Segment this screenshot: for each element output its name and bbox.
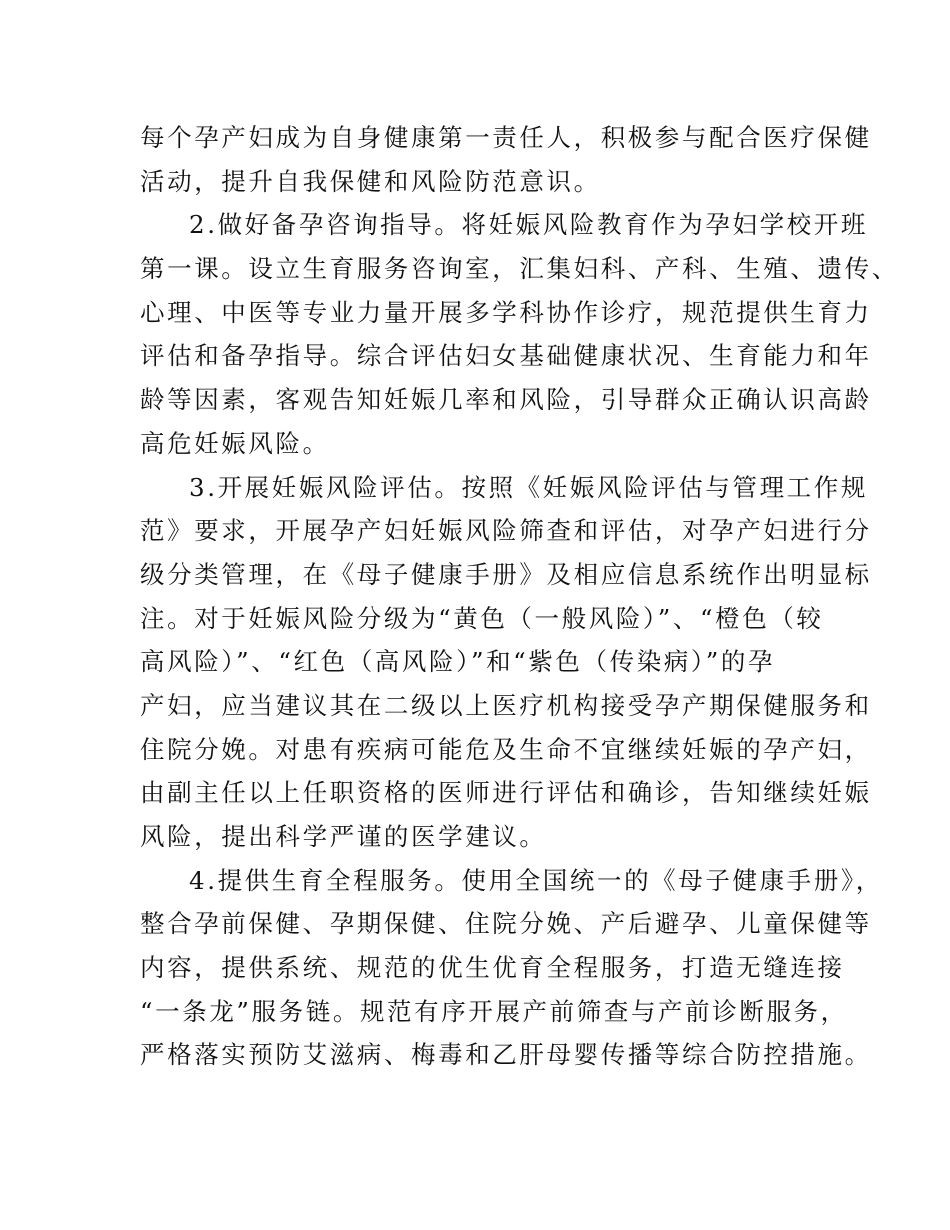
text-line: 级分类管理，在《母子健康手册》及相应信息系统作出明显标	[140, 559, 872, 589]
text-line: 高危妊娠风险。	[140, 428, 330, 458]
text-line: 活动，提升自我保健和风险防范意识。	[140, 166, 601, 196]
text-line: 严格落实预防艾滋病、梅毒和乙肝母婴传播等综合防控措施。	[140, 1040, 872, 1070]
text-line: 整合孕前保健、孕期保健、住院分娩、产后避孕、儿童保健等	[140, 909, 872, 939]
text-line: 心理、中医等专业力量开展多学科协作诊疗，规范提供生育力	[140, 297, 872, 327]
text-line: 评估和备孕指导。综合评估妇女基础健康状况、生育能力和年	[140, 341, 872, 371]
paragraph-2-first-line: 2.做好备孕咨询指导。将妊娠风险教育作为孕妇学校开班	[189, 210, 868, 240]
text-line: 每个孕产妇成为自身健康第一责任人，积极参与配合医疗保健	[140, 123, 872, 152]
text-line: 内容，提供系统、规范的优生优育全程服务，打造无缝连接	[140, 953, 845, 983]
paragraph-4-first-line: 4.提供生育全程服务。使用全国统一的《母子健康手册》，	[189, 865, 883, 895]
text-line: “一条龙”服务链。规范有序开展产前筛查与产前诊断服务，	[140, 996, 848, 1026]
text-line: 高风险）”、“红色（高风险）”和“紫色（传染病）”的孕	[140, 647, 776, 677]
text-line: 注。对于妊娠风险分级为“黄色（一般风险）”、“橙色（较	[140, 603, 824, 633]
text-line: 范》要求，开展孕产妇妊娠风险筛查和评估，对孕产妇进行分	[140, 516, 872, 546]
text-line: 龄等因素，客观告知妊娠几率和风险，引导群众正确认识高龄	[140, 385, 872, 415]
text-line: 产妇，应当建议其在二级以上医疗机构接受孕产期保健服务和	[140, 690, 872, 720]
document-body	[140, 116, 899, 1077]
text-line: 住院分娩。对患有疾病可能危及生命不宜继续妊娠的孕产妇，	[140, 734, 872, 764]
text-line: 风险，提出科学严谨的医学建议。	[140, 822, 547, 851]
text-line: 由副主任以上任职资格的医师进行评估和确诊，告知继续妊娠	[140, 778, 872, 808]
paragraph-3-first-line: 3.开展妊娠风险评估。按照《妊娠风险评估与管理工作规	[189, 472, 868, 502]
text-line: 第一课。设立生育服务咨询室，汇集妇科、产科、生殖、遗传、	[140, 254, 899, 284]
